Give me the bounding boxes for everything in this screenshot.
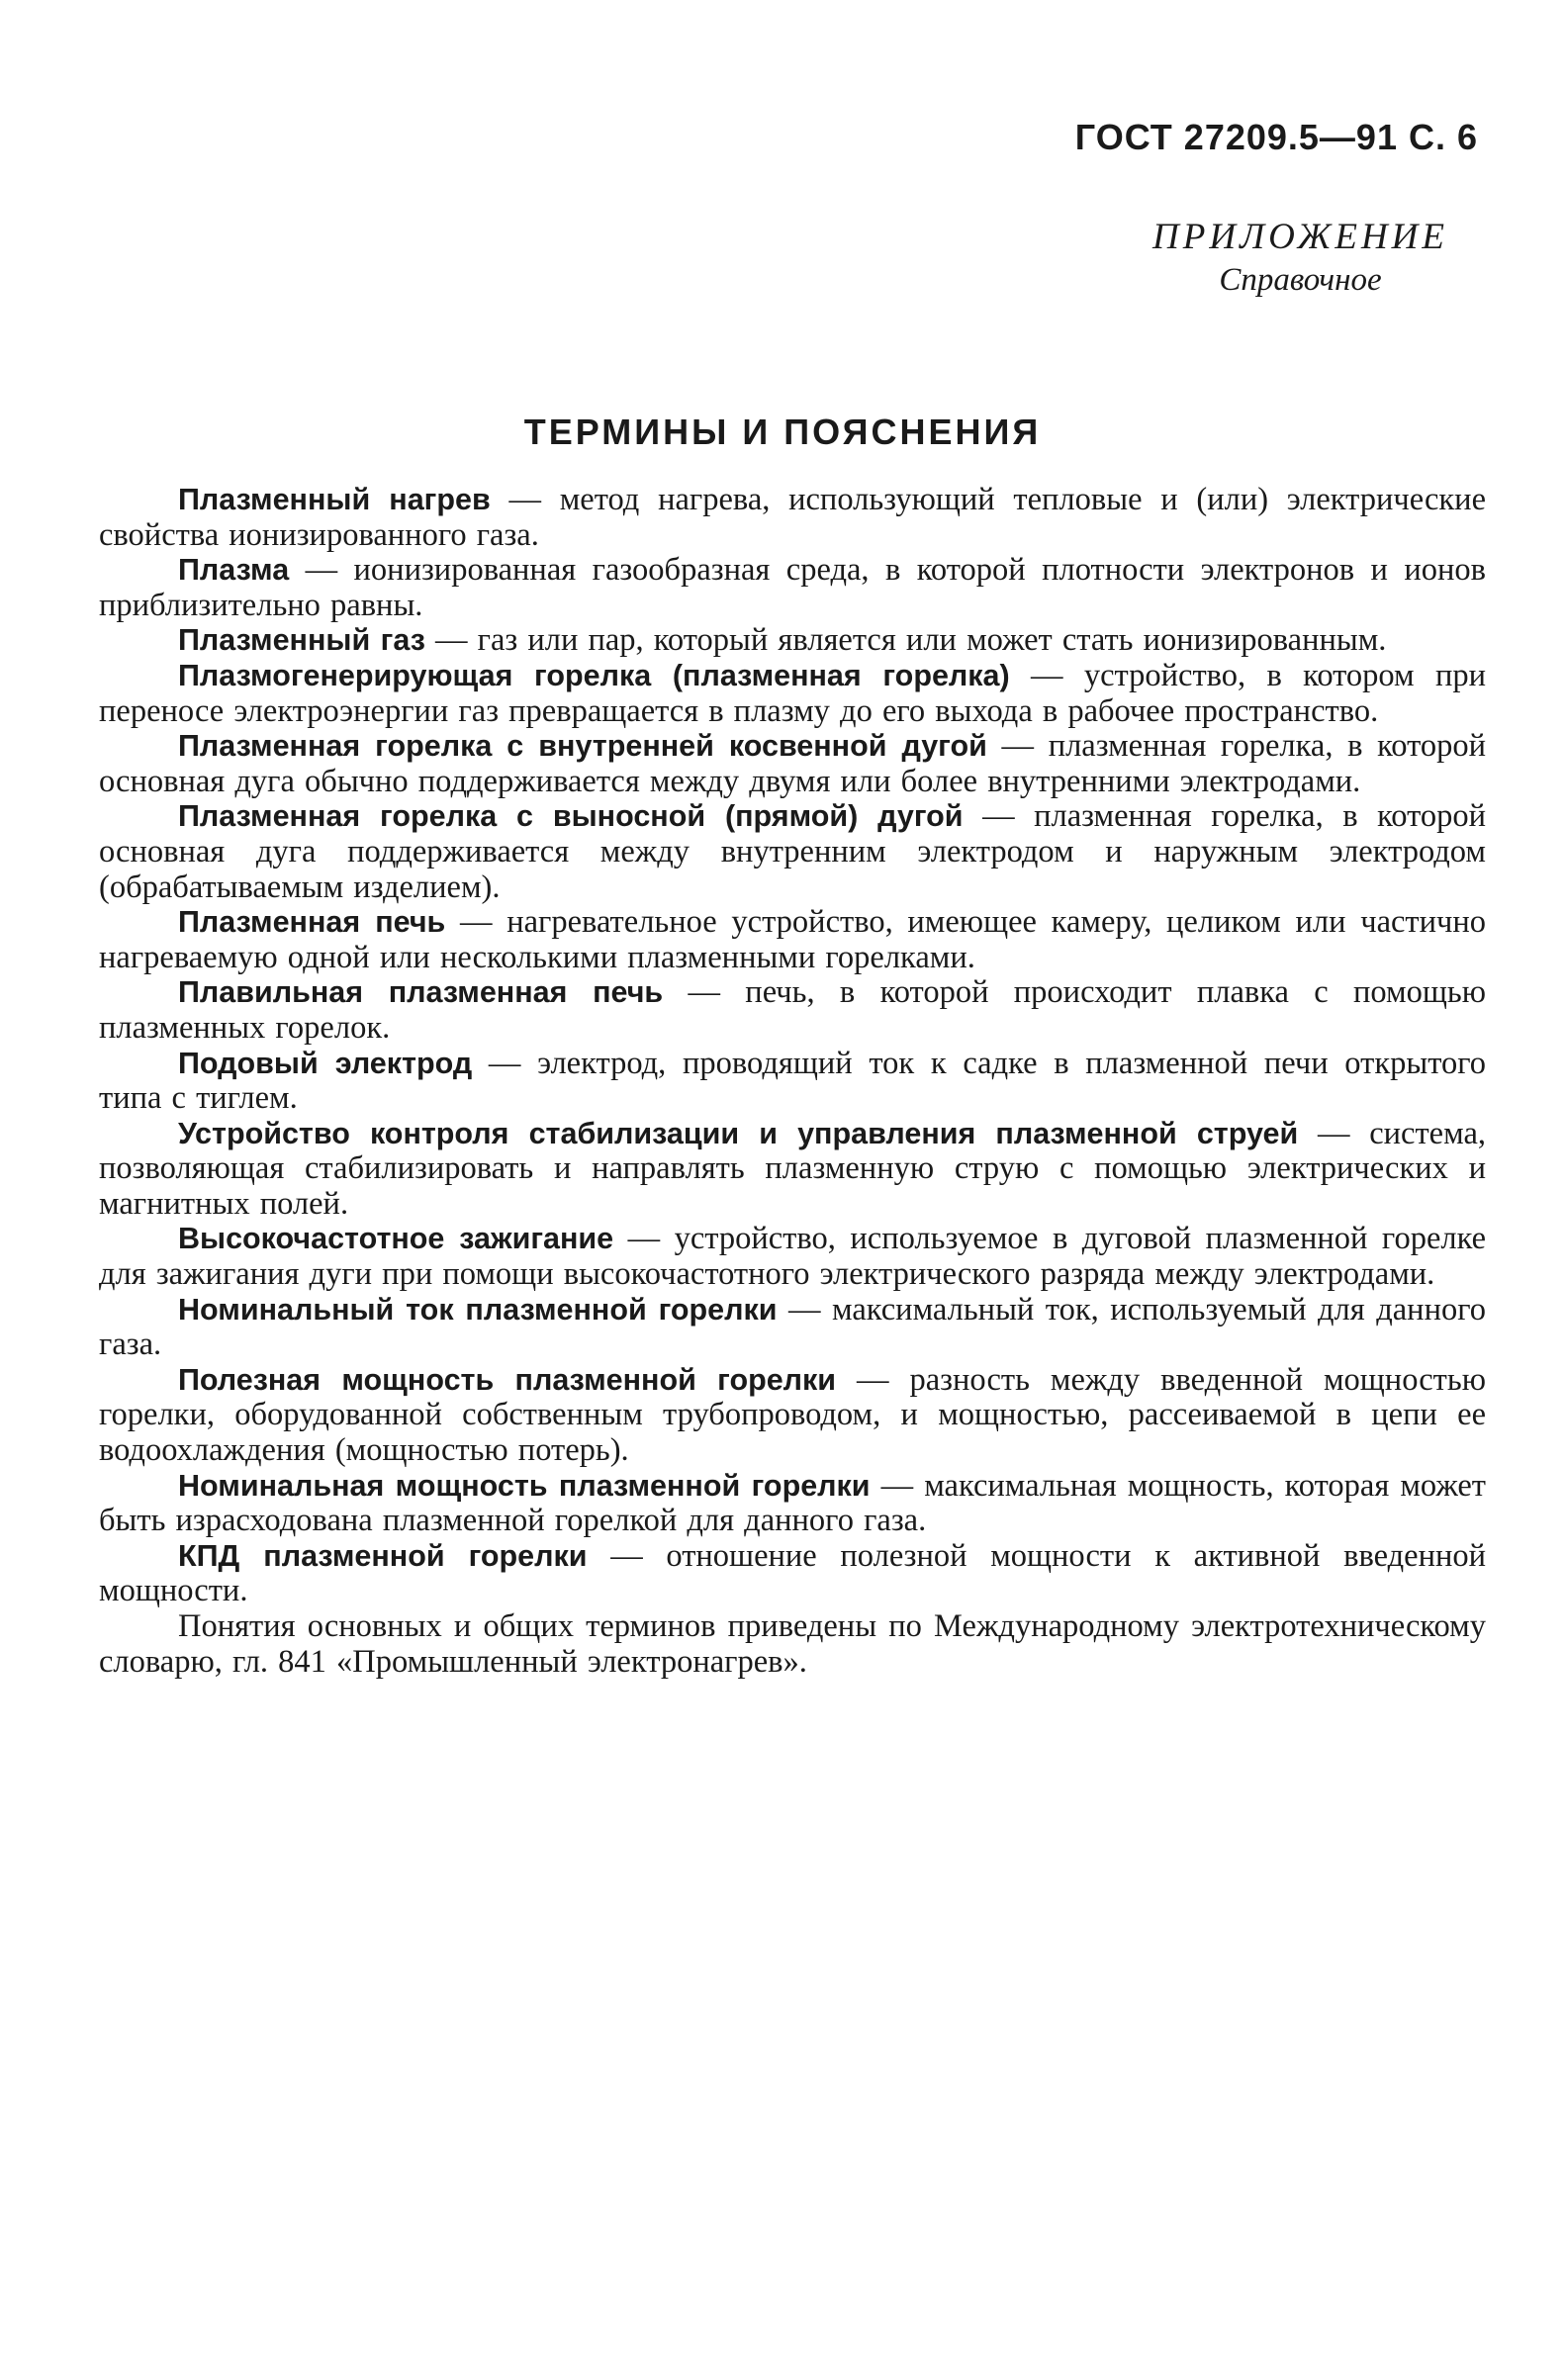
- closing-note: Понятия основных и общих терминов приведены по Международному электротехническому словарю, гл. 841 «Промышленный электронагрев».: [99, 1608, 1486, 1680]
- term-name: Подовый электрод: [178, 1046, 473, 1080]
- term-definition: — разность между введенной мощностью горелки, оборудованной собственным трубопроводом, и мощностью, рассеиваемой в цепи ее водоохлаждения (мощностью потерь).: [99, 1361, 1486, 1469]
- term-definition: — максимальный ток, используемый для данного газа.: [99, 1291, 1486, 1363]
- page-title: ТЕРМИНЫ И ПОЯСНЕНИЯ: [523, 412, 1042, 452]
- term-entry: [99, 729, 1486, 799]
- term-name: Плавильная плазменная печь: [178, 975, 664, 1010]
- term-definition: — электрод, проводящий ток к садке в плазменной печи открытого типа с тиглем.: [99, 1045, 1486, 1117]
- term-definition: — плазменная горелка, в которой основная дуга поддерживается между внутренним электродом и наружным электродом (обрабатываемым изделием).: [99, 798, 1486, 905]
- term-name: Плазмогенерирующая горелка (плазменная горелка): [178, 658, 1010, 692]
- term-entry: [99, 1363, 1486, 1469]
- term-entry: [99, 1539, 1486, 1609]
- term-definition: — устройство, в котором при переносе электроэнергии газ превращается в плазму до его выхода в рабочее пространство.: [99, 657, 1486, 729]
- term-definition: — максимальная мощность, которая может быть израсходована плазменной горелкой для данного газа.: [99, 1467, 1487, 1539]
- page-header: ГОСТ 27209.5—91 С. 6: [1074, 117, 1478, 157]
- term-name: Плазменная печь: [178, 905, 446, 940]
- term-definition: — система, позволяющая стабилизировать и направлять плазменную струю с помощью электрических и магнитных полей.: [99, 1115, 1486, 1222]
- term-definition: — печь, в которой происходит плавка с помощью плазменных горелок.: [99, 974, 1486, 1046]
- term-name: КПД плазменной горелки: [178, 1538, 588, 1573]
- term-name: Плазменный нагрев: [178, 483, 491, 516]
- appendix-type: Справочное: [1219, 262, 1382, 298]
- term-entry: [99, 659, 1486, 729]
- appendix-block: [1152, 216, 1448, 299]
- term-entry: [99, 623, 1486, 659]
- term-definition: — ионизированная газообразная среда, в которой плотности электронов и ионов приблизительно равны.: [99, 552, 1486, 623]
- term-definition: — устройство, используемое в дуговой плазменной горелке для зажигания дуги при помощи высокочастотного электрического разряда между электродами.: [99, 1221, 1486, 1293]
- term-name: Плазменная горелка с внутренней косвенной дугой: [178, 729, 987, 764]
- appendix-label: ПРИЛОЖЕНИЕ: [1152, 217, 1448, 257]
- terms-list: [99, 483, 1486, 1680]
- term-definition: — метод нагрева, использующий тепловые и (или) электрические свойства ионизированного газа.: [99, 482, 1486, 553]
- term-entry: [99, 1469, 1486, 1539]
- term-entry: [99, 1222, 1486, 1292]
- term-entry: [99, 1047, 1486, 1117]
- term-name: Устройство контроля стабилизации и управления плазменной струей: [178, 1116, 1299, 1150]
- term-entry: [99, 905, 1486, 975]
- term-entry: [99, 553, 1486, 623]
- term-entry: [99, 1117, 1486, 1223]
- term-definition: — отношение полезной мощности к активной введенной мощности.: [99, 1537, 1486, 1609]
- term-definition: — газ или пар, который является или может стать ионизированным.: [424, 622, 1387, 659]
- term-definition: — нагревательное устройство, имеющее камеру, целиком или частично нагреваемую одной или несколькими плазменными горелками.: [99, 904, 1487, 975]
- term-name: Номинальный ток плазменной горелки: [178, 1292, 778, 1327]
- term-name: Высокочастотное зажигание: [178, 1222, 614, 1256]
- term-entry: [99, 799, 1486, 905]
- term-name: Плазма: [178, 553, 290, 588]
- term-name: Плазменный газ: [178, 623, 425, 658]
- term-definition: — плазменная горелка, в которой основная дуга обычно поддерживается между двумя или более внутренними электродами.: [99, 728, 1486, 799]
- term-entry: [99, 1293, 1486, 1363]
- term-entry: [99, 483, 1486, 553]
- term-entry: [99, 975, 1486, 1046]
- term-name: Полезная мощность плазменной горелки: [178, 1362, 837, 1397]
- term-name: Номинальная мощность плазменной горелки: [178, 1468, 871, 1503]
- term-name: Плазменная горелка с выносной (прямой) дугой: [178, 799, 964, 834]
